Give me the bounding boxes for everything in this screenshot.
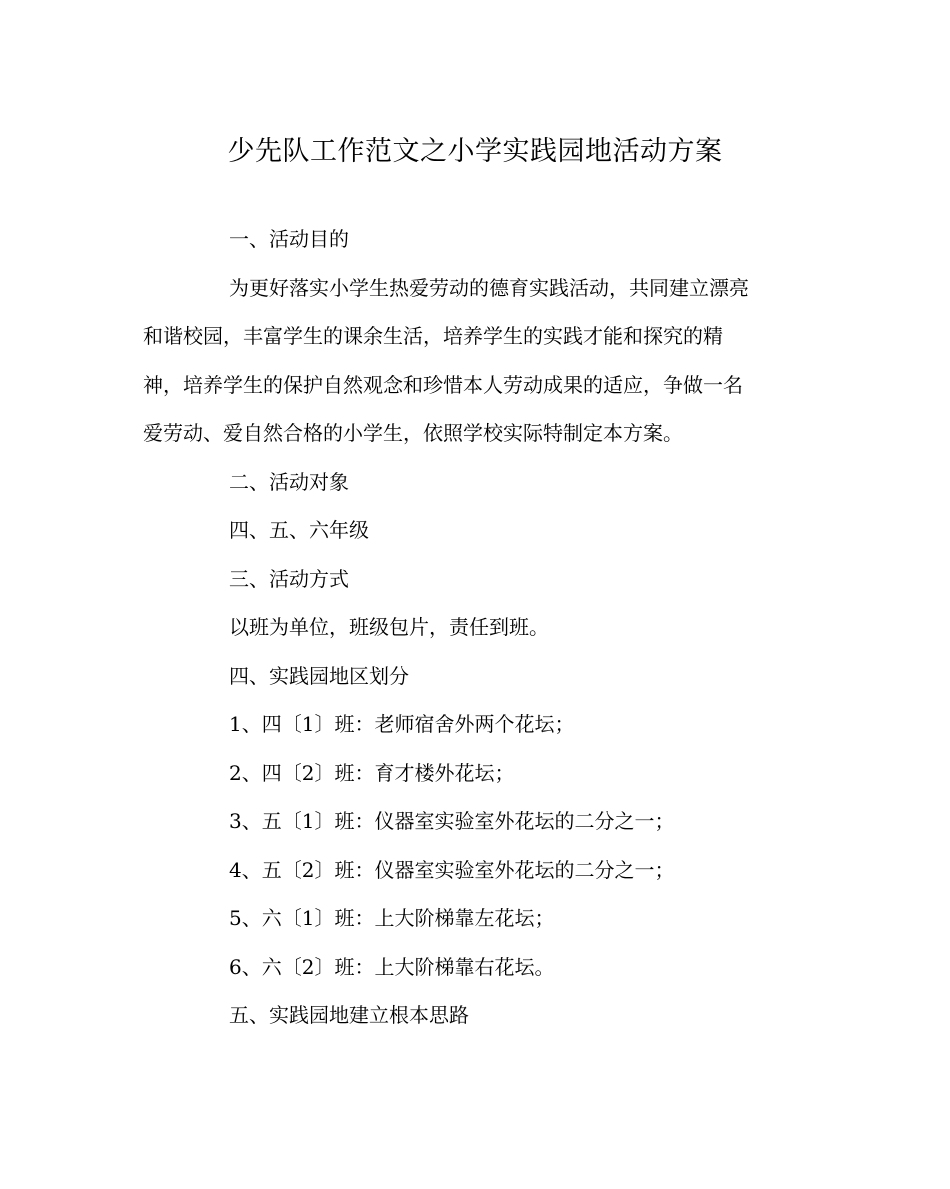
section-heading: 四、实践园地区划分	[229, 663, 409, 688]
paragraph-line: 为更好落实小学生热爱劳动的德育实践活动，共同建立漂亮	[229, 275, 749, 300]
list-item: 5、六〔1〕班：上大阶梯靠左花坛；	[229, 906, 555, 930]
list-item: 4、五〔2〕班：仪器室实验室外花坛的二分之一；	[229, 857, 675, 882]
paragraph-line: 一、活动目的	[229, 227, 349, 251]
paragraph-line: 四、五、六年级	[229, 518, 369, 542]
section-heading: 二、活动对象	[229, 469, 349, 494]
list-item: 3、五〔1〕班：仪器室实验室外花坛的二分之一；	[229, 809, 675, 833]
paragraph-line: 神，培养学生的保护自然观念和珍惜本人劳动成果的适应，争做一名	[143, 372, 743, 397]
list-item: 2、四〔2〕班：育才楼外花坛；	[229, 760, 515, 785]
list-item: 6、六〔2〕班：上大阶梯靠右花坛。	[229, 954, 555, 979]
section-heading: 五、实践园地建立根本思路	[229, 1003, 469, 1027]
paragraph-line: 以班为单位，班级包片，责任到班。	[229, 615, 549, 639]
paragraph-line: 和谐校园，丰富学生的课余生活，培养学生的实践才能和探究的精	[143, 324, 723, 348]
document-title: 少先队工作范文之小学实践园地活动方案	[227, 136, 723, 167]
paragraph-line: 爱劳动、爱自然合格的小学生，依照学校实际特制定本方案。	[143, 421, 683, 445]
list-item: 1、四〔1〕班：老师宿舍外两个花坛；	[229, 712, 575, 736]
document-body	[143, 215, 803, 1040]
section-heading: 三、活动方式	[229, 566, 349, 591]
